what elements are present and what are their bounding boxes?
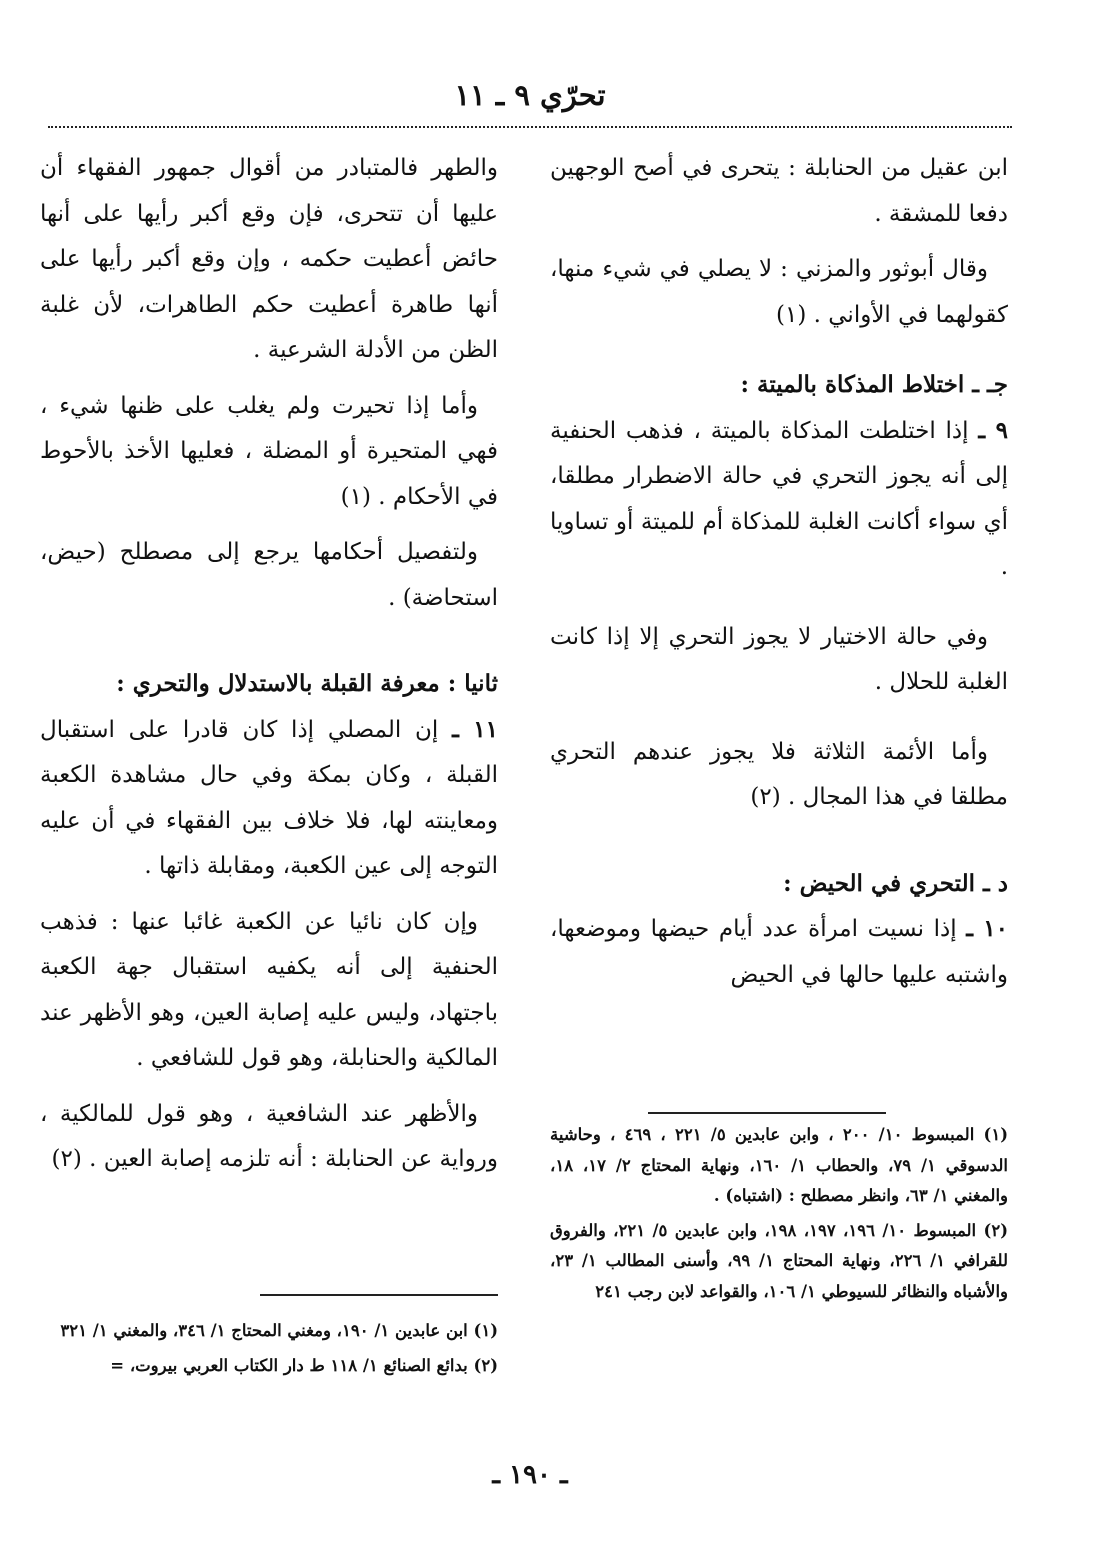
paragraph-text: إن المصلي إذا كان قادرا على استقبال القبلة ، وكان بمكة وفي حال مشاهدة الكعبة ومعاينته لها، فلا خلاف بين الفقهاء في أن عليه التوجه إلى عين الكعبة، ومقابلة ذاتها . (40, 716, 498, 879)
footnote: (٢) بدائع الصنائع ١/ ١١٨ ط دار الكتاب العربي بيروت، = (110, 1355, 498, 1375)
page-number: ـ ١٩٠ ـ (492, 1460, 568, 1490)
page-header: تحرّي ٩ ـ ١١ (454, 78, 606, 112)
paragraph: وأما الأئمة الثلاثة فلا يجوز عندهم التحري مطلقا في هذا المجال . (٢) (550, 738, 1008, 810)
paragraph: ابن عقيل من الحنابلة : يتحرى في أصح الوجهين دفعا للمشقة . (550, 155, 1008, 227)
paragraph: ولتفصيل أحكامها يرجع إلى مصطلح (حيض، استحاضة) . (40, 539, 498, 611)
footnote: (١) المبسوط ١٠/ ٢٠٠ ، وابن عابدين ٥/ ٢٢١ ، ٤٦٩ ، وحاشية الدسوقي ١/ ٧٩، والحطاب ١/ ١٦٠، ونهاية المحتاج ٢/ ١٧، ١٨، والمغني ١/ ٦٣، وانظر مصطلح : (اشتباه) . (550, 1125, 1008, 1205)
right-column (550, 146, 1008, 1008)
paragraph-11 (40, 707, 498, 890)
paragraph: والطهر فالمتبادر من أقوال جمهور الفقهاء أن عليها أن تتحرى، فإن وقع أكبر رأيها على أنها حائض أعطيت حكمه ، وإن وقع أكبر رأيها على أنها طاهرة أعطيت حكم الطاهرات، لأن غلبة الظن من الأدلة الشرعية . (40, 155, 498, 363)
section-heading-2: ثانيا : معرفة القبلة بالاستدلال والتحري : (116, 670, 498, 697)
footnote-divider (260, 1294, 498, 1296)
paragraph: وفي حالة الاختيار لا يجوز التحري إلا إذا كانت الغلبة للحلال . (550, 623, 1008, 695)
paragraph: والأظهر عند الشافعية ، وهو قول للمالكية ، ورواية عن الحنابلة : أنه تلزمه إصابة العين . (٢) (40, 1100, 498, 1172)
paragraph: وأما إذا تحيرت ولم يغلب على ظنها شيء ، فهي المتحيرة أو المضلة ، فعليها الأخذ بالأحوط في الأحكام . (١) (40, 392, 498, 510)
paragraph-text: إذا اختلطت المذكاة بالميتة ، فذهب الحنفية إلى أنه يجوز التحري في حالة الاضطرار مطلقا، أي سواء أكانت الغلبة للمذكاة أم للميتة أو تساويا . (550, 417, 1008, 580)
paragraph-number: ١١ ـ (452, 715, 498, 743)
section-heading-d: د ـ التحري في الحيض : (783, 869, 1008, 897)
footnotes-left (40, 1316, 498, 1385)
footnotes-right (550, 1120, 1008, 1311)
paragraph: وقال أبوثور والمزني : لا يصلي في شيء منها، كقولهما في الأواني . (١) (550, 256, 1008, 328)
paragraph-10 (550, 906, 1008, 998)
paragraph-text: إذا نسيت امرأة عدد أيام حيضها وموضعها، واشتبه عليها حالها في الحيض (550, 916, 1008, 988)
footnote: (٢) المبسوط ١٠/ ١٩٦، ١٩٧، ١٩٨، وابن عابدين ٥/ ٢٢١، والفروق للقرافي ١/ ٢٢٦، ونهاية المحتاج ١/ ٩٩، وأسنى المطالب ١/ ٢٣، والأشباه والنظائر للسيوطي ١/ ١٠٦، والقواعد لابن رجب ٢٤١ (550, 1220, 1008, 1301)
paragraph-number: ١٠ ـ (966, 915, 1009, 942)
footnote: (١) ابن عابدين ١/ ١٩٠، ومغني المحتاج ١/ ٣٤٦، والمغني ١/ ٣٢١ (60, 1321, 498, 1340)
left-column (40, 146, 498, 1193)
section-heading-j: جـ ـ اختلاط المذكاة بالميتة : (740, 371, 1008, 398)
paragraph-number: ٩ ـ (978, 416, 1009, 444)
header-divider (48, 126, 1012, 128)
paragraph-9 (550, 408, 1008, 591)
paragraph: وإن كان نائيا عن الكعبة غائبا عنها : فذهب الحنفية إلى أنه يكفيه استقبال جهة الكعبة باجتهاد، وليس عليه إصابة العين، وهو الأظهر عند المالكية والحنابلة، وهو قول للشافعي . (40, 908, 498, 1071)
footnote-divider (648, 1112, 886, 1114)
